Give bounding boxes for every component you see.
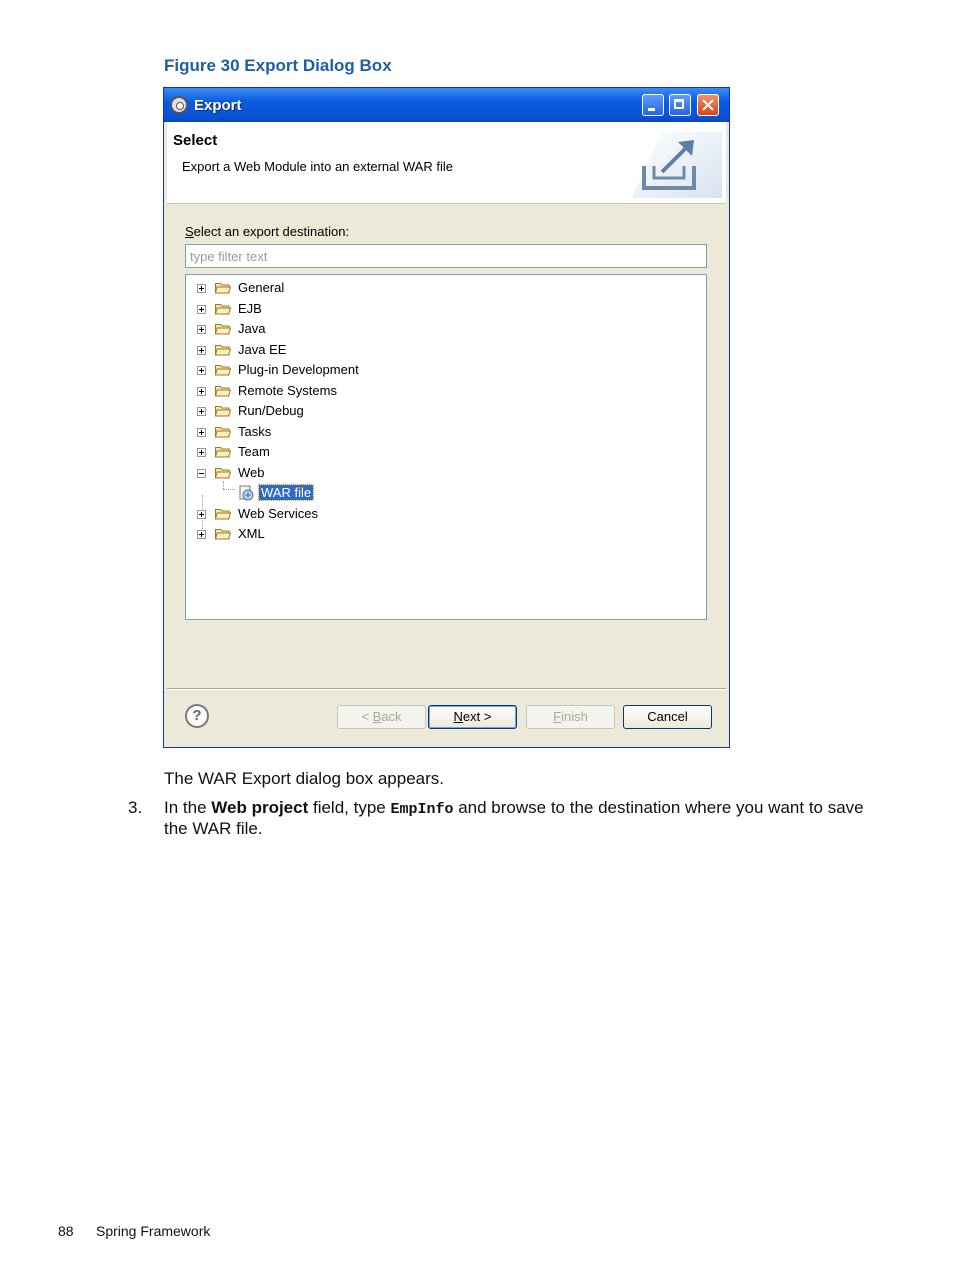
page-number: 88	[58, 1223, 74, 1239]
tree-item[interactable]	[186, 422, 686, 442]
tree-item[interactable]	[186, 319, 686, 339]
wizard-page-title: Select	[173, 132, 218, 149]
expand-icon[interactable]	[197, 510, 206, 519]
wizard-header	[167, 122, 726, 204]
tree-item[interactable]	[186, 463, 686, 483]
tree-item-label: Plug-in Development	[238, 362, 359, 377]
body-paragraph: The WAR Export dialog box appears.	[164, 769, 445, 788]
folder-icon	[215, 385, 231, 397]
folder-icon	[215, 446, 231, 458]
tree-item[interactable]	[186, 401, 686, 421]
expand-icon[interactable]	[197, 387, 206, 396]
folder-icon	[215, 344, 231, 356]
next-button[interactable]: Next >	[428, 705, 517, 729]
folder-icon	[215, 426, 231, 438]
tree-item-label: Run/Debug	[238, 403, 304, 418]
expand-icon[interactable]	[197, 530, 206, 539]
tree-item[interactable]	[186, 442, 686, 462]
cancel-button[interactable]: Cancel	[623, 705, 712, 729]
expand-icon[interactable]	[197, 305, 206, 314]
tree-item-label: Remote Systems	[238, 382, 337, 398]
expand-icon[interactable]	[197, 428, 206, 437]
tree-item[interactable]	[186, 524, 686, 544]
expand-icon[interactable]	[197, 366, 206, 375]
folder-icon	[215, 528, 231, 540]
close-button[interactable]	[697, 94, 719, 116]
tree-item[interactable]	[186, 299, 686, 319]
tree-item-label: WAR file	[261, 485, 312, 500]
folder-icon	[215, 323, 231, 335]
tree-item-label: Java	[238, 321, 266, 336]
field-name: Web project	[211, 798, 309, 817]
expand-icon[interactable]	[197, 448, 206, 457]
tree-item-label: Tasks	[238, 423, 272, 439]
step-text-continued: the WAR file.	[164, 819, 263, 838]
tree-item-label: XML	[238, 526, 265, 541]
tree-item-label: General	[238, 280, 285, 295]
tree-item-label: Java EE	[238, 341, 287, 357]
step-text: In the Web project field, type EmpInfo and browse to the destination where you want to save	[164, 798, 864, 818]
back-button[interactable]: < Back	[337, 705, 426, 729]
export-wizard-icon	[632, 132, 722, 198]
tree-item[interactable]	[186, 278, 686, 298]
tree-item[interactable]	[186, 504, 686, 524]
expand-icon[interactable]	[197, 346, 206, 355]
button-bar-separator	[167, 688, 726, 690]
help-icon[interactable]: ?	[185, 704, 209, 728]
folder-icon	[215, 364, 231, 376]
dialog-titlebar[interactable]	[164, 88, 729, 122]
open-folder-icon	[215, 467, 231, 479]
destination-label: Select an export destination:	[185, 224, 350, 239]
tree-item-label: Web Services	[238, 505, 318, 521]
expand-icon[interactable]	[197, 407, 206, 416]
tree-item[interactable]	[186, 381, 686, 401]
wizard-page-description: Export a Web Module into an external WAR file	[182, 159, 453, 174]
folder-icon	[215, 405, 231, 417]
export-destination-tree[interactable]	[185, 274, 707, 620]
figure-caption: Figure 30 Export Dialog Box	[164, 56, 392, 75]
dialog-title: Export	[194, 97, 242, 114]
footer-section: Spring Framework	[96, 1223, 211, 1239]
expand-icon[interactable]	[197, 325, 206, 334]
step-number: 3.	[128, 798, 143, 817]
tree-item[interactable]	[186, 360, 686, 380]
folder-icon	[215, 282, 231, 294]
tree-item-label: EJB	[238, 300, 262, 316]
tree-item-label: Web	[238, 464, 265, 480]
minimize-button[interactable]	[642, 94, 664, 116]
finish-button[interactable]: Finish	[526, 705, 615, 729]
folder-icon	[215, 508, 231, 520]
expand-icon[interactable]	[197, 284, 206, 293]
maximize-button[interactable]	[669, 94, 691, 116]
war-file-icon	[237, 484, 255, 502]
export-dialog	[163, 87, 730, 748]
code-value: EmpInfo	[390, 801, 454, 818]
folder-icon	[215, 303, 231, 315]
eclipse-gear-icon	[170, 96, 188, 114]
filter-input[interactable]	[185, 244, 707, 268]
tree-item[interactable]	[186, 483, 686, 503]
collapse-icon[interactable]	[197, 469, 206, 478]
tree-item[interactable]	[186, 340, 686, 360]
tree-item-label: Team	[238, 444, 270, 459]
